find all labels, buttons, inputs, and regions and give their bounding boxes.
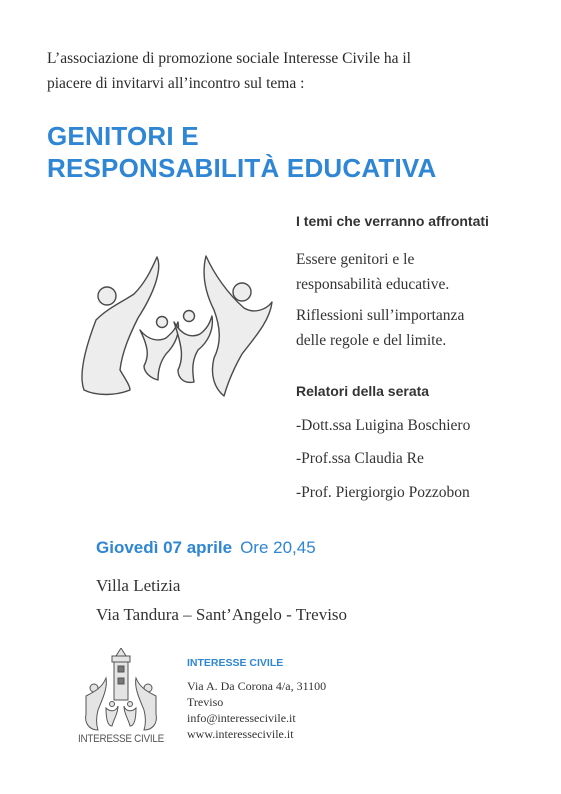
- footer-city: Treviso: [187, 695, 224, 709]
- intro-line-2: piacere di invitarvi all’incontro sul tema :: [47, 75, 305, 92]
- page-title: [47, 120, 437, 184]
- topic-line-4: delle regole e del limite.: [296, 332, 447, 349]
- topic-line-3: Riflessioni sull’importanza: [296, 307, 465, 324]
- title-line-1: GENITORI E: [47, 121, 199, 151]
- topics-heading: I temi che verranno affrontati: [296, 213, 489, 229]
- footer-website[interactable]: www.interessecivile.it: [187, 727, 294, 741]
- title-line-2: RESPONSABILITÀ EDUCATIVA: [47, 153, 437, 183]
- intro-text: [47, 46, 517, 96]
- speaker-1: -Dott.ssa Luigina Boschiero: [296, 417, 471, 434]
- speaker-2: -Prof.ssa Claudia Re: [296, 450, 424, 467]
- footer-contact: [187, 678, 326, 742]
- footer-email[interactable]: info@interessecivile.it: [187, 711, 296, 725]
- topic-line-2: responsabilità educative.: [296, 276, 450, 293]
- tower-family-logo-icon: [80, 648, 162, 734]
- topic-line-1: Essere genitori e le: [296, 251, 415, 268]
- event-date: Giovedì 07 aprile: [96, 538, 233, 557]
- footer-org-name: INTERESSE CIVILE: [187, 657, 284, 669]
- topics-list: [296, 247, 464, 353]
- venue-address: Via Tandura – Sant’Angelo - Treviso: [96, 605, 348, 624]
- speakers-heading: Relatori della serata: [296, 383, 430, 399]
- event-time: Ore 20,45: [240, 538, 316, 557]
- footer-logo-text: INTERESSE CIVILE: [78, 733, 164, 745]
- event-venue: [96, 571, 347, 629]
- footer-address: Via A. Da Corona 4/a, 31100: [187, 679, 327, 693]
- event-datetime: [96, 538, 316, 558]
- family-figures-icon: [78, 250, 278, 400]
- speaker-3: -Prof. Piergiorgio Pozzobon: [296, 484, 470, 501]
- venue-name: Villa Letizia: [96, 576, 181, 595]
- intro-line-1: L’associazione di promozione sociale Interesse Civile ha il: [47, 50, 411, 67]
